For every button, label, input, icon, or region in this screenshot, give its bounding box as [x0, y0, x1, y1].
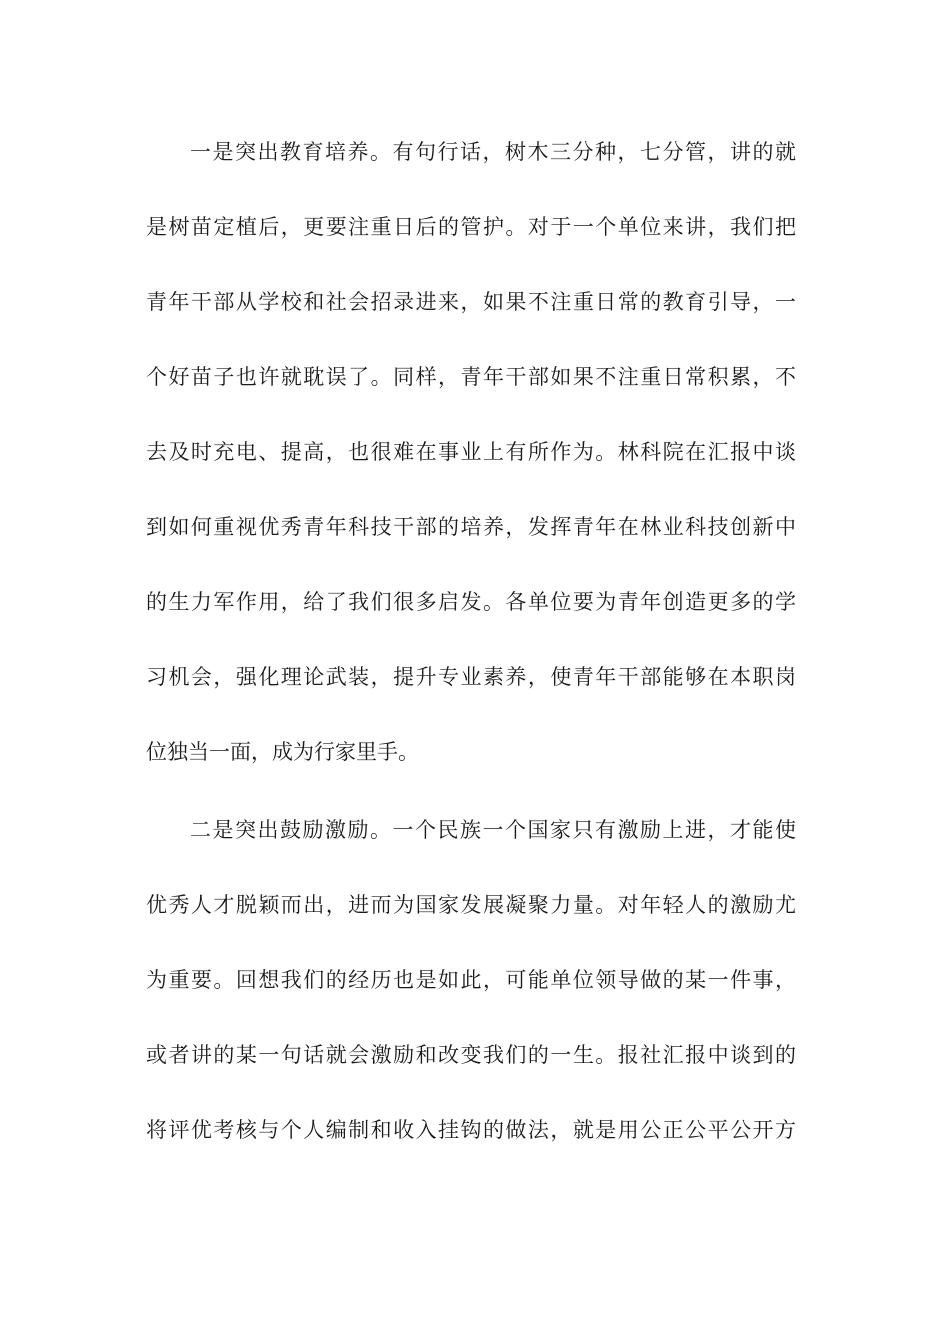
text-line: 的生力军作用，给了我们很多启发。各单位要为青年创造更多的学 [146, 590, 796, 614]
text-line: 位独当一面，成为行家里手。 [146, 740, 419, 764]
text-line: 一是突出教育培养。有句行话，树木三分种，七分管，讲的就 [190, 140, 796, 164]
text-line: 将评优考核与个人编制和收入挂钩的做法，就是用公正公平公开方 [146, 1118, 796, 1142]
text-line: 二是突出鼓励激励。一个民族一个国家只有激励上进，才能使 [190, 818, 796, 842]
text-line: 或者讲的某一句话就会激励和改变我们的一生。报社汇报中谈到的 [146, 1043, 796, 1067]
text-line: 优秀人才脱颖而出，进而为国家发展凝聚力量。对年轻人的激励尤 [146, 893, 796, 917]
text-line: 个好苗子也许就耽误了。同样，青年干部如果不注重日常积累，不 [146, 365, 796, 389]
text-line: 习机会，强化理论武装，提升专业素养，使青年干部能够在本职岗 [146, 665, 796, 689]
text-line: 是树苗定植后，更要注重日后的管护。对于一个单位来讲，我们把 [146, 215, 796, 239]
text-line: 为重要。回想我们的经历也是如此，可能单位领导做的某一件事， [146, 968, 796, 992]
text-line: 青年干部从学校和社会招录进来，如果不注重日常的教育引导，一 [146, 290, 796, 314]
text-line: 去及时充电、提高，也很难在事业上有所作为。林科院在汇报中谈 [146, 440, 796, 464]
text-line: 到如何重视优秀青年科技干部的培养，发挥青年在林业科技创新中 [146, 515, 796, 539]
